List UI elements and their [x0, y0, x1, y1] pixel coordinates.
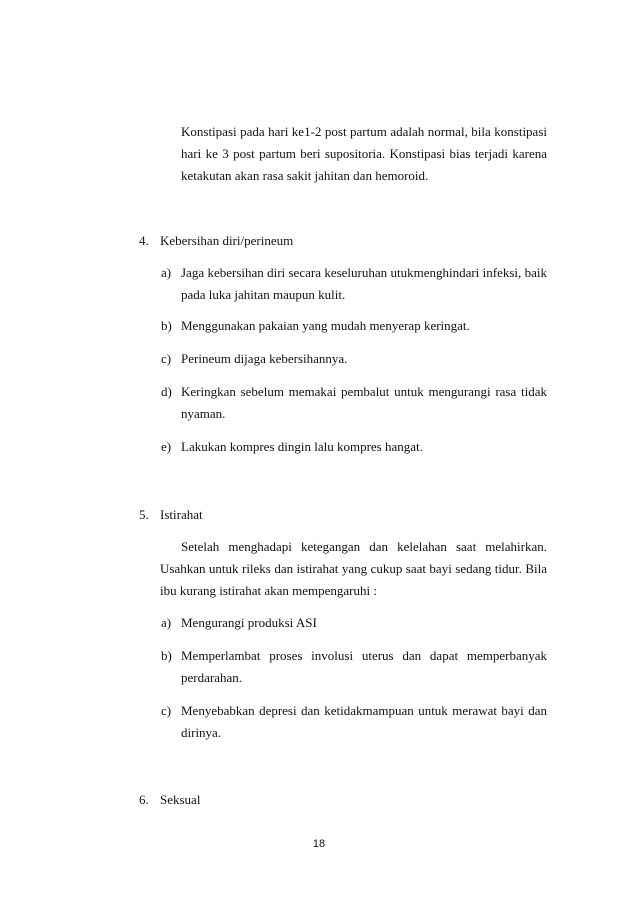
section5-paragraph-line-1: Setelah menghadapi ketegangan dan kelelahan saat melahirkan. [181, 539, 547, 554]
section5-item-b-line-1: Memperlambat proses involusi uterus dan dapat memperbanyak [181, 648, 547, 663]
section5-item-a-marker: a) [161, 615, 172, 630]
section6-number: 6. [139, 792, 149, 807]
konstipasi-line-2: hari ke 3 post partum beri supositoria. Konstipasi bias terjadi karena [181, 146, 547, 161]
section4-item-e-line-1: Lakukan kompres dingin lalu kompres hangat. [181, 439, 423, 454]
section4-item-a-marker: a) [161, 265, 172, 280]
section5-paragraph-line-2: Usahkan untuk rileks dan istirahat yang cukup saat bayi sedang tidur. Bila [160, 561, 547, 576]
section4-item-d-line-2: nyaman. [181, 406, 226, 421]
section5-number: 5. [139, 507, 149, 522]
section4-item-a-line-2: pada luka jahitan maupun kulit. [181, 287, 346, 302]
section4-item-d-line-1: Keringkan sebelum memakai pembalut untuk mengurangi rasa tidak [181, 384, 547, 399]
section4-item-b-marker: b) [161, 318, 172, 333]
section4-title: Kebersihan diri/perineum [160, 233, 294, 248]
section4-item-c-marker: c) [161, 351, 172, 366]
konstipasi-line-1: Konstipasi pada hari ke1-2 post partum adalah normal, bila konstipasi [181, 124, 547, 139]
section5-item-b-marker: b) [161, 648, 172, 663]
section5-paragraph-line-3: ibu kurang istirahat akan mempengaruhi : [160, 583, 377, 598]
section5-item-c-marker: c) [161, 703, 172, 718]
section6-title: Seksual [160, 792, 201, 807]
section5-item-b-line-2: perdarahan. [181, 670, 242, 685]
section4-item-b-line-1: Menggunakan pakaian yang mudah menyerap keringat. [181, 318, 470, 333]
page-number: 18 [312, 838, 326, 850]
section5-item-c-line-1: Menyebabkan depresi dan ketidakmampuan untuk merawat bayi dan [181, 703, 547, 718]
section4-item-e-marker: e) [161, 439, 172, 454]
section5-title: Istirahat [160, 507, 203, 522]
section5-item-a-line-1: Mengurangi produksi ASI [181, 615, 317, 630]
section4-item-a-line-1: Jaga kebersihan diri secara keseluruhan utukmenghindari infeksi, baik [181, 265, 547, 280]
section4-item-d-marker: d) [161, 384, 172, 399]
section5-item-c-line-2: dirinya. [181, 725, 222, 740]
section4-number: 4. [139, 233, 149, 248]
section4-item-c-line-1: Perineum dijaga kebersihannya. [181, 351, 348, 366]
konstipasi-line-3: ketakutan akan rasa sakit jahitan dan hemoroid. [181, 168, 429, 183]
